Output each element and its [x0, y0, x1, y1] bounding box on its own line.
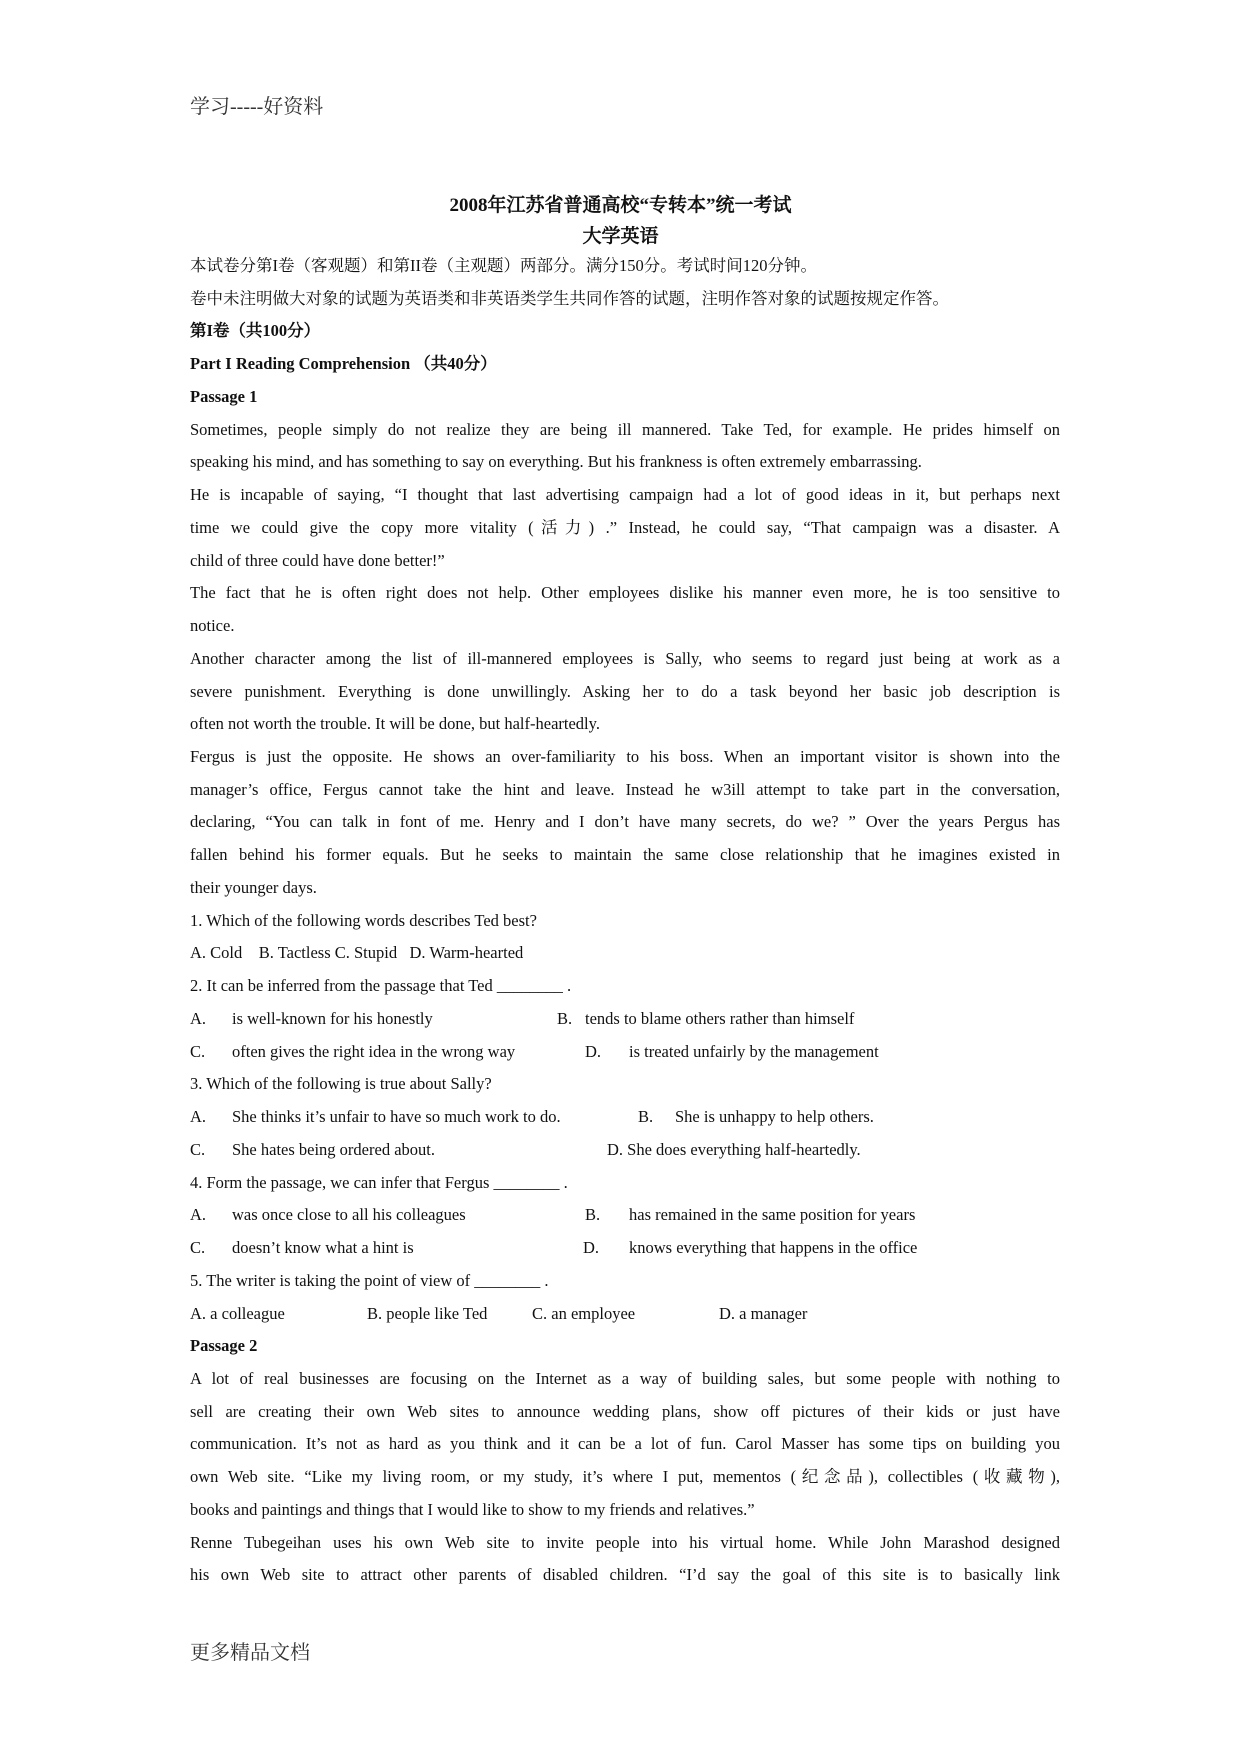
passage-line: The fact that he is often right does not help. Other employees dislike his manner even more, he is too sensitive to	[190, 583, 1060, 603]
option-letter: A.	[190, 1008, 207, 1028]
document-body	[190, 250, 1060, 1592]
option-letter: B.	[557, 1008, 573, 1028]
passage-line: speaking his mind, and has something to say on everything. But his frankness is often extremely embarrassing.	[190, 452, 922, 472]
passage-line: communication. It’s not as hard as you think and it can be a lot of fun. Carol Masser has some tips on building you	[190, 1434, 1060, 1454]
page-header: 学习-----好资料	[190, 96, 324, 118]
passage-line: manager’s office, Fergus cannot take the hint and leave. Instead he w3ill attempt to take part in the conversation,	[190, 779, 1060, 799]
option-row	[190, 1101, 1060, 1134]
option-row	[190, 1232, 1060, 1265]
option-text: She hates being ordered about.	[232, 1139, 435, 1159]
passage-line: books and paintings and things that I would like to show to my friends and relatives.”	[190, 1499, 755, 1519]
question-1: 1. Which of the following words describes Ted best?	[190, 910, 537, 930]
option-text: She is unhappy to help others.	[675, 1107, 874, 1127]
passage-line: notice.	[190, 616, 235, 636]
option-row	[190, 1298, 1060, 1331]
option-letter: C.	[190, 1041, 206, 1061]
page-footer: 更多精品文档	[190, 1642, 310, 1664]
passage-line: fallen behind his former equals. But he seeks to maintain the same close relationship that he imagines existed in	[190, 845, 1060, 865]
question-1-options: A. Cold B. Tactless C. Stupid D. Warm-hearted	[190, 943, 524, 963]
option-letter: A.	[190, 1107, 207, 1127]
option-text: is well-known for his honestly	[232, 1008, 433, 1028]
question-3: 3. Which of the following is true about Sally?	[190, 1074, 492, 1094]
option-text: tends to blame others rather than himself	[585, 1008, 855, 1028]
passage-line: Sometimes, people simply do not realize they are being ill mannered. Take Ted, for example. He prides himself on	[190, 419, 1060, 439]
option-row	[190, 1036, 1060, 1069]
passage-line: A lot of real businesses are focusing on the Internet as a way of building sales, but some people with nothing to	[190, 1368, 1060, 1388]
option-text: often gives the right idea in the wrong way	[232, 1041, 516, 1061]
option-letter: D.	[585, 1041, 602, 1061]
option-letter: B.	[638, 1107, 654, 1127]
intro-line: 卷中未注明做大对象的试题为英语类和非英语类学生共同作答的试题，注明作答对象的试题按规定作答。	[190, 288, 949, 308]
question-2: 2. It can be inferred from the passage that Ted ________ .	[190, 976, 572, 996]
option-row	[190, 1003, 1060, 1036]
passage-line: time we could give the copy more vitality (活力) .” Instead, he could say, “That campaign was a disaster. A	[190, 517, 1060, 537]
passage-2-heading: Passage 2	[190, 1336, 258, 1356]
option-letter: B.	[585, 1205, 601, 1225]
option-text: was once close to all his colleagues	[232, 1205, 466, 1225]
option-text: B. people like Ted	[367, 1303, 488, 1323]
passage-line: severe punishment. Everything is done unwillingly. Asking her to do a task beyond her basic job description is	[190, 681, 1060, 701]
section-heading: 第I卷（共100分）	[190, 321, 321, 341]
option-row	[190, 1199, 1060, 1232]
passage-line: sell are creating their own Web sites to announce wedding plans, show off pictures of their kids or just have	[190, 1401, 1060, 1421]
option-text: C. an employee	[532, 1303, 636, 1323]
option-letter: D.	[583, 1238, 600, 1258]
passage-line: often not worth the trouble. It will be done, but half-heartedly.	[190, 714, 600, 734]
option-letter: A.	[190, 1205, 207, 1225]
intro-line: 本试卷分第I卷（客观题）和第II卷（主观题）两部分。满分150分。考试时间120分钟。	[190, 256, 817, 275]
passage-line: Fergus is just the opposite. He shows an over-familiarity to his boss. When an important visitor is shown into the	[190, 747, 1060, 767]
passage-line: declaring, “You can talk in font of me. Henry and I don’t have many secrets, do we? ” Over the years Pergus has	[190, 812, 1060, 832]
part-heading: Part I Reading Comprehension （共40分）	[190, 354, 497, 374]
option-text: knows everything that happens in the office	[629, 1238, 918, 1258]
passage-line: Another character among the list of ill-mannered employees is Sally, who seems to regard just being at work as a	[190, 648, 1060, 668]
question-4: 4. Form the passage, we can infer that Fergus ________ .	[190, 1172, 568, 1192]
question-5: 5. The writer is taking the point of view of ________ .	[190, 1270, 549, 1290]
option-text: is treated unfairly by the management	[629, 1041, 879, 1061]
option-text: has remained in the same position for years	[629, 1205, 916, 1225]
passage-line: own Web site. “Like my living room, or my study, it’s where I put, mementos (纪念品), collectibles (收藏物),	[190, 1467, 1060, 1487]
passage-line: their younger days.	[190, 877, 317, 897]
passage-line: his own Web site to attract other parents of disabled children. “I’d say the goal of this site is to basically link	[190, 1565, 1060, 1585]
option-text: She thinks it’s unfair to have so much work to do.	[232, 1107, 561, 1127]
option-row	[190, 1134, 1060, 1167]
option-letter: C.	[190, 1139, 206, 1159]
option-text: doesn’t know what a hint is	[232, 1238, 414, 1258]
exam-subtitle: 大学英语	[582, 226, 659, 247]
option-text: A. a colleague	[190, 1303, 285, 1323]
passage-line: child of three could have done better!”	[190, 550, 445, 570]
passage-1-heading: Passage 1	[190, 386, 258, 406]
passage-line: He is incapable of saying, “I thought that last advertising campaign had a lot of good ideas in it, but perhaps next	[190, 485, 1060, 505]
option-text: D. a manager	[719, 1303, 808, 1323]
option-text: D. She does everything half-heartedly.	[607, 1139, 861, 1159]
option-letter: C.	[190, 1238, 206, 1258]
exam-title: 2008年江苏省普通高校“专转本”统一考试	[449, 195, 792, 216]
passage-line: Renne Tubegeihan uses his own Web site to invite people into his virtual home. While John Marashod designed	[190, 1532, 1060, 1552]
